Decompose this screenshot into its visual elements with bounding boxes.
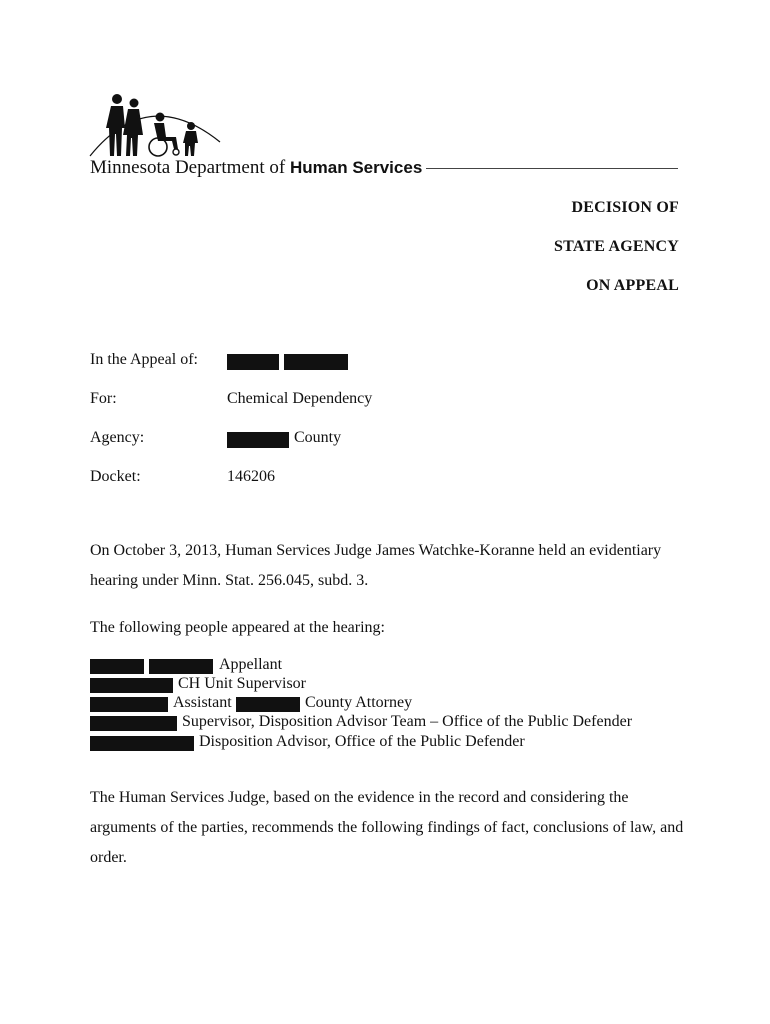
decision-line-2: STATE AGENCY bbox=[554, 238, 679, 255]
org-name bbox=[90, 157, 422, 179]
header-rule bbox=[426, 168, 678, 169]
agency-label: Agency: bbox=[90, 429, 145, 446]
attendee-role: Disposition Advisor, Office of the Public Defender bbox=[199, 733, 525, 750]
attendee-role: Supervisor, Disposition Advisor Team – Office of the Public Defender bbox=[182, 713, 633, 730]
decision-line-3: ON APPEAL bbox=[586, 277, 679, 294]
redaction bbox=[284, 354, 348, 370]
redaction bbox=[236, 697, 300, 712]
redaction bbox=[227, 354, 279, 370]
attendee-role: Appellant bbox=[219, 656, 283, 673]
docket-label: Docket: bbox=[90, 468, 141, 485]
attendee-role: County Attorney bbox=[305, 694, 413, 711]
intro-paragraph: On October 3, 2013, Human Services Judge James Watchke-Koranne held an evidentiary hearing under Minn. Stat. 256.045, subd. 3. bbox=[90, 542, 662, 589]
redaction bbox=[90, 736, 194, 751]
redaction bbox=[227, 432, 289, 448]
decision-line-1: DECISION OF bbox=[571, 199, 679, 216]
redaction bbox=[90, 697, 168, 712]
org-strong: Human Services bbox=[289, 158, 423, 177]
redaction bbox=[90, 716, 177, 731]
attendee-prefix: Assistant bbox=[173, 694, 232, 711]
docket-value: 146206 bbox=[227, 468, 275, 485]
closing-paragraph: The Human Services Judge, based on the evidence in the record and considering the arguments of the parties, recommends the following findings of fact, conclusions of law, and order. bbox=[90, 789, 684, 866]
agency-suffix: County bbox=[294, 429, 342, 446]
attendee-role: CH Unit Supervisor bbox=[178, 675, 306, 692]
appeared-heading: The following people appeared at the hearing: bbox=[90, 619, 385, 636]
redaction bbox=[90, 678, 173, 693]
org-prefix: Minnesota Department of bbox=[90, 157, 286, 178]
redaction bbox=[149, 659, 213, 674]
for-label: For: bbox=[90, 390, 117, 407]
redaction bbox=[90, 659, 144, 674]
appeal-label: In the Appeal of: bbox=[90, 351, 198, 368]
dhs-logo bbox=[88, 90, 222, 158]
for-value: Chemical Dependency bbox=[227, 390, 373, 407]
